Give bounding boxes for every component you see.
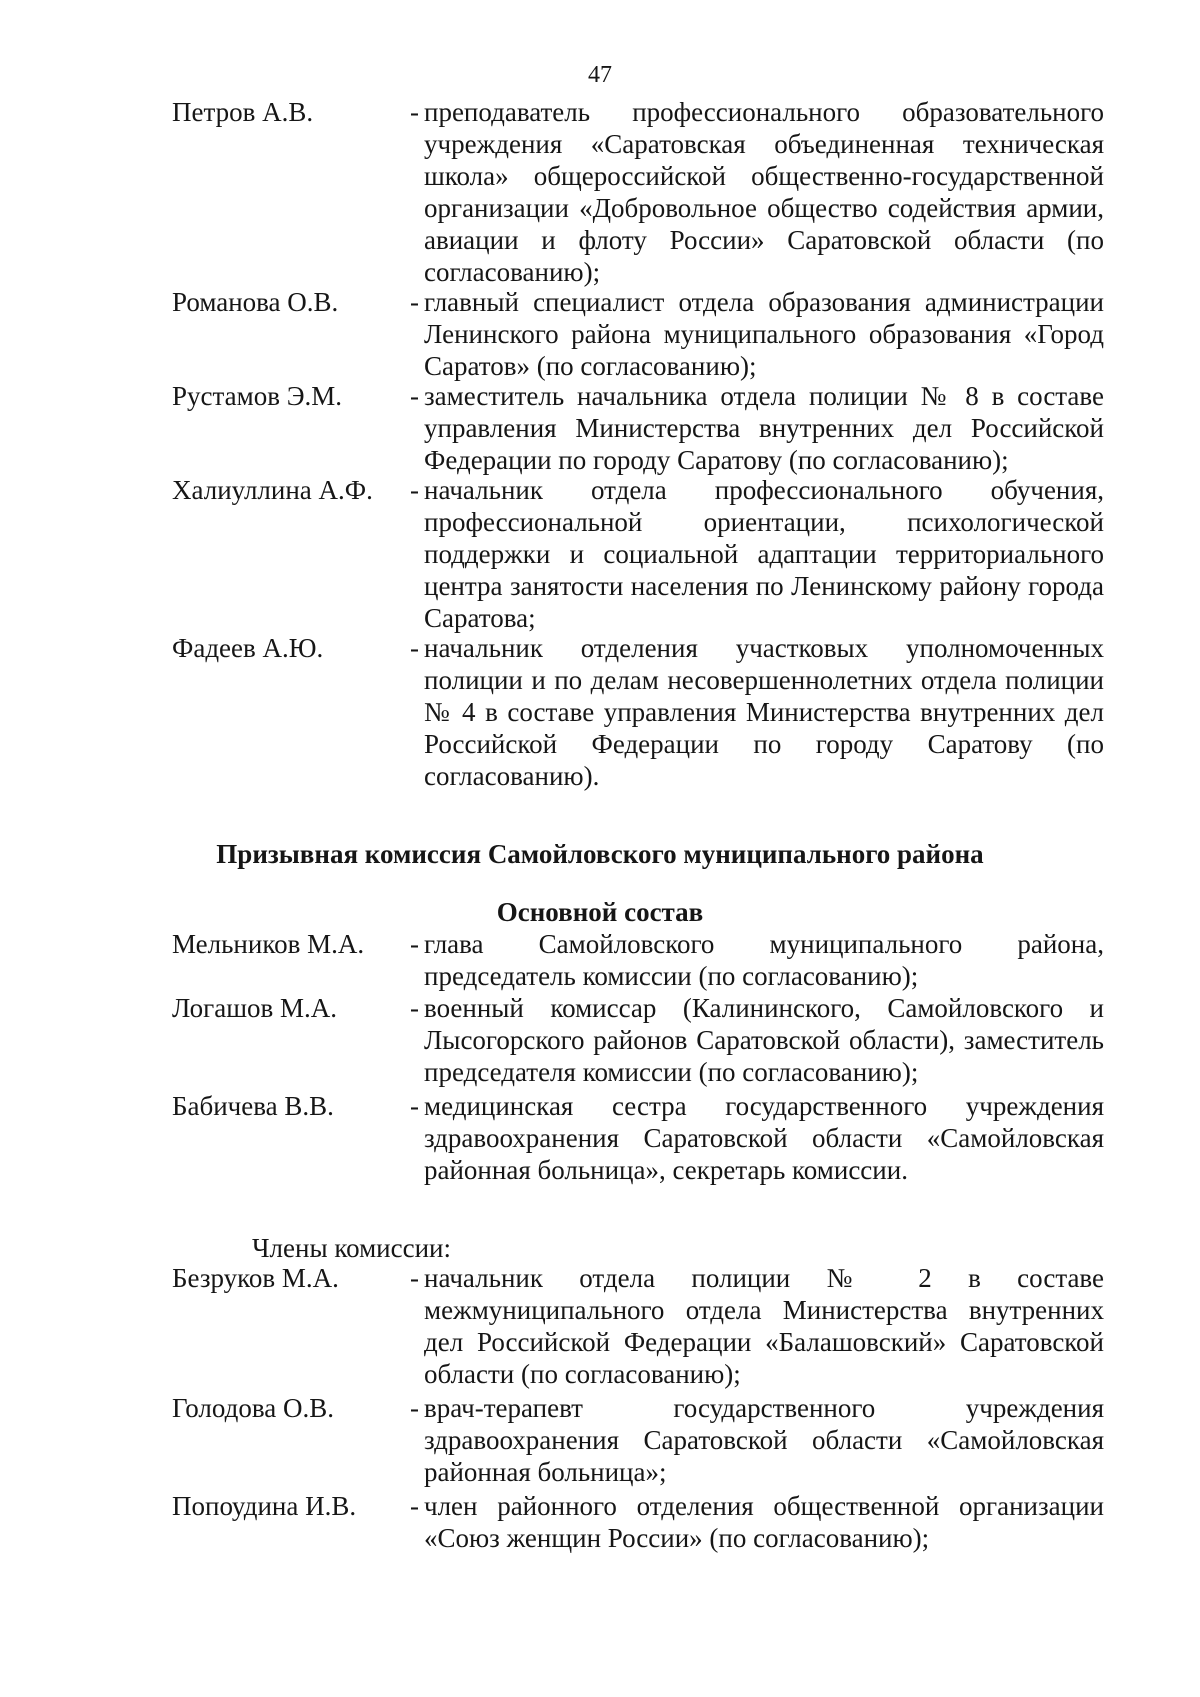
members-list	[172, 1262, 1112, 1554]
member-list-continued	[172, 96, 1112, 792]
entry-dash: -	[410, 475, 419, 505]
member-position: начальник отдела профессионального обучения, профессиональной ориентации, психологической поддержки и социальной адаптации территориального центра занятости населения по Ленинскому району города Саратова;	[424, 475, 1104, 633]
members-label: Члены комиссии:	[252, 1233, 451, 1263]
member-name: Рустамов Э.М.	[172, 381, 343, 411]
member-entry	[172, 286, 1112, 380]
member-position: военный комиссар (Калининского, Самойловского и Лысогорского районов Саратовской области), заместитель председателя комиссии (по согласованию);	[424, 993, 1104, 1087]
entry-dash: -	[410, 1491, 419, 1521]
main-composition-title: Основной состав	[496, 897, 704, 927]
commission-title: Призывная комиссия Самойловского муниципального района	[216, 839, 984, 869]
member-position: медицинская сестра государственного учреждения здравоохранения Саратовской области «Самойловская районная больница», секретарь комиссии.	[424, 1091, 1104, 1185]
member-position: член районного отделения общественной организации «Союз женщин России» (по согласованию);	[424, 1491, 1104, 1553]
entry-dash: -	[410, 287, 419, 317]
member-entry	[172, 992, 1112, 1090]
entry-dash: -	[410, 97, 419, 127]
member-position: главный специалист отдела образования администрации Ленинского района муниципального образования «Город Саратов» (по согласованию);	[424, 287, 1104, 381]
entry-dash: -	[410, 1393, 419, 1423]
member-entry	[172, 632, 1112, 792]
entry-dash: -	[410, 381, 419, 411]
member-position: начальник отделения участковых уполномоченных полиции и по делам несовершеннолетних отдела полиции № 4 в составе управления Министерства внутренних дел Российской Федерации по городу Саратову (по согласованию).	[424, 633, 1104, 791]
member-position: глава Самойловского муниципального района, председатель комиссии (по согласованию);	[424, 929, 1104, 991]
member-name: Халиуллина А.Ф.	[172, 475, 373, 505]
member-name: Попоудина И.В.	[172, 1491, 357, 1521]
entry-dash: -	[410, 633, 419, 663]
member-position: врач-терапевт государственного учреждения здравоохранения Саратовской области «Самойловская районная больница»;	[424, 1393, 1104, 1487]
member-name: Безруков М.А.	[172, 1263, 339, 1293]
entry-dash: -	[410, 929, 419, 959]
member-position: начальник отдела полиции № 2 в составе межмуниципального отдела Министерства внутренних дел Российской Федерации «Балашовский» Саратовской области (по согласованию);	[424, 1263, 1104, 1389]
entry-dash: -	[410, 993, 419, 1023]
member-entry	[172, 928, 1112, 992]
member-entry	[172, 1392, 1112, 1490]
member-name: Романова О.В.	[172, 287, 339, 317]
member-name: Логашов М.А.	[172, 993, 337, 1023]
page-number: 47	[588, 62, 612, 88]
member-name: Голодова О.В.	[172, 1393, 334, 1423]
member-name: Бабичева В.В.	[172, 1091, 334, 1121]
member-entry	[172, 96, 1112, 286]
member-entry	[172, 1262, 1112, 1392]
member-entry	[172, 1490, 1112, 1554]
member-name: Мельников М.А.	[172, 929, 365, 959]
member-entry	[172, 474, 1112, 632]
main-composition-list	[172, 928, 1112, 1186]
member-entry	[172, 1090, 1112, 1186]
member-position: заместитель начальника отдела полиции № 8 в составе управления Министерства внутренних дел Российской Федерации по городу Саратову (по согласованию);	[424, 381, 1104, 475]
member-name: Петров А.В.	[172, 97, 314, 127]
member-entry	[172, 380, 1112, 474]
member-position: преподаватель профессионального образовательного учреждения «Саратовская объединенная техническая школа» общероссийской общественно-государственной организации «Добровольное общество содействия армии, авиации и флоту России» Саратовской области (по согласованию);	[424, 97, 1104, 287]
member-name: Фадеев А.Ю.	[172, 633, 324, 663]
entry-dash: -	[410, 1263, 419, 1293]
entry-dash: -	[410, 1091, 419, 1121]
